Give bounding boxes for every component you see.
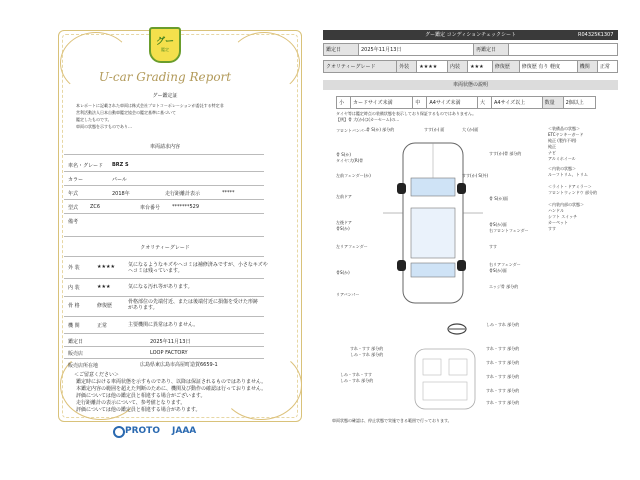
engine-desc: 主要機関に異常はありません。	[128, 322, 199, 328]
engine-label: 機関	[577, 61, 597, 73]
proto-logo: PROTO	[125, 426, 160, 436]
exterior-desc: ヘコミは残っています。	[128, 268, 183, 274]
damage-label: 骨 S(か)	[336, 152, 351, 157]
section-vehicle: 車両請求内容	[149, 144, 180, 150]
exterior-label: 外装	[397, 61, 417, 73]
interior-label: しみ・すれ 部分的	[350, 352, 384, 357]
report-title: U-car Grading Report	[98, 70, 232, 84]
tire-rear-right	[457, 260, 466, 271]
damage-label: すす	[489, 244, 498, 249]
equipment-title: ＜装備品の状態＞	[548, 126, 580, 131]
note-item: 評価については他の鑑定員と相違する場合があります。	[76, 407, 201, 413]
address-label: 販売店所在地	[68, 363, 99, 369]
quality-label: クオリティーグレード	[324, 61, 397, 73]
interior-label: 内 装	[68, 285, 80, 291]
model-code-label: 型式	[68, 205, 79, 211]
date-label: 鑑定日	[68, 339, 84, 345]
divider	[64, 171, 264, 172]
damage-label: フロントバンパー	[336, 128, 368, 133]
damage-label: 骨S(か)	[336, 270, 350, 275]
dealer-label: 販売店	[68, 351, 84, 357]
note-item: 評価については他の鑑定員と相違する場合がございます。	[76, 393, 206, 399]
model-label: 車名・グレード	[68, 163, 104, 169]
divider	[64, 278, 264, 279]
interior-label: すれ・すす 部分的	[486, 400, 520, 405]
equipment-item: ＜ライト・ドアミラー＞	[548, 184, 592, 189]
year-label: 年式	[68, 191, 79, 197]
badge-main: グー	[155, 37, 174, 47]
frame-label: 骨 格	[68, 303, 80, 309]
chassis-value: *******529	[172, 204, 200, 210]
divider	[64, 236, 264, 237]
divider	[64, 296, 264, 297]
size-a4: A4サイズ未満	[427, 97, 478, 109]
mileage-label: 走行距離計表示	[165, 191, 201, 197]
divider	[64, 185, 264, 186]
count-label: 数量	[542, 97, 563, 109]
mileage-value: *****	[222, 190, 235, 196]
intro-line: 鑑定したものです。	[76, 117, 112, 122]
damage-label: 大 (か)面	[462, 127, 479, 132]
ornament	[220, 350, 302, 420]
proto-logo-icon	[113, 426, 125, 438]
sheet-footer: 車両状態の確認は、停止状態で実施できる範囲で行っております。	[332, 418, 452, 423]
year-value: 2018年	[112, 191, 130, 197]
notes-title: ＜ご留意ください＞	[74, 372, 120, 378]
interior-label: しみ・すれ 部分的	[340, 378, 374, 383]
equipment-item: カーペット	[548, 220, 568, 225]
note-item: 走行距離計の表示について、参考値となります。	[76, 400, 186, 406]
interior-diagram	[405, 344, 485, 414]
damage-label: 骨S(か)	[336, 226, 350, 231]
intro-line: 本レポートに記載された車両は株式会社プロトコーポレーションが委託する特定非	[76, 103, 224, 108]
note-item: 鑑定時における車両状態を示すものであり、以降は保証されるものではありません。	[76, 379, 267, 385]
sheet-header: グー鑑定 コンディションチェックシート	[323, 30, 618, 40]
color-value: パール	[112, 177, 127, 183]
equipment-item: ＜内装内部の状態＞	[548, 202, 584, 207]
size-a4up: A4サイズ以上	[491, 97, 542, 109]
divider	[64, 346, 264, 347]
chassis-label: 車台番号	[140, 205, 161, 211]
equipment-item: ＜内装の状態＞	[548, 166, 576, 171]
report-subtitle: グー鑑定証	[152, 93, 178, 99]
badge-sub: 鑑定	[161, 47, 169, 52]
ornament	[228, 32, 300, 94]
dealer-value: LOOP FACTORY	[150, 350, 188, 356]
damage-label: 骨 S(か) 部分的	[366, 127, 395, 132]
interior-stars: ★★★	[97, 284, 111, 290]
interior-label: しみ・すれ・すす	[340, 372, 373, 377]
exterior-desc: 気になるようなキズやヘコミは補修済みですが、小さなキズや	[128, 262, 268, 268]
divider	[64, 333, 264, 334]
divider	[64, 199, 264, 200]
equipment-item: ETCヤンキーガード	[548, 132, 584, 137]
tire-rear-left	[397, 260, 406, 271]
car-diagram	[378, 138, 488, 308]
tire-front-left	[397, 183, 406, 194]
damage-label: 左リアフェンダー	[336, 244, 368, 249]
damage-label: 骨 S(か)面	[489, 196, 508, 201]
reappraisal-label: 再鑑定日	[474, 44, 509, 56]
sheet-id: R04325K1307	[578, 32, 614, 38]
size-large: 大	[477, 97, 491, 109]
damage-label: 右リアフェンダー	[489, 262, 521, 267]
equipment-item: 純正	[548, 144, 556, 149]
size-legend	[336, 96, 596, 109]
sheet-note: タイヤ等は鑑定時点の装備状態を表示しており保証するものではありません。	[336, 111, 477, 116]
divider	[64, 154, 264, 155]
damage-label: すす(か)骨 部分的	[489, 151, 522, 156]
reappraisal-value	[509, 44, 618, 56]
interior-label: しみ・すれ 部分的	[486, 322, 520, 327]
model-value: BRZ S	[112, 162, 129, 168]
divider	[64, 256, 264, 257]
equipment-item: すす	[548, 226, 557, 231]
exterior-label: 外 装	[68, 265, 80, 271]
frame-desc: 骨格部位の先端付近、または後端付近に損傷を受けた形跡	[128, 299, 259, 305]
address-value: 広島県東広島市高屋町造賀6659-1	[140, 362, 218, 368]
date-label: 鑑定日	[324, 44, 359, 56]
damage-label: すす(か) S(外)	[462, 173, 489, 178]
quality-table	[323, 60, 618, 73]
damage-label: 左後ドア	[336, 220, 352, 225]
equipment-item: ルーフトリム、トリム	[548, 172, 588, 177]
steering-wheel-icon	[446, 322, 468, 336]
date-value: 2025年11月13日	[150, 339, 191, 345]
size-card: カードサイズ未満	[351, 97, 413, 109]
frame-desc: があります。	[128, 305, 158, 311]
exterior-stars: ★★★★	[97, 264, 115, 270]
equipment-item: ハンドル	[548, 208, 564, 213]
equipment-item: シフト スイッチ	[548, 214, 578, 219]
color-label: カラー	[68, 177, 84, 183]
divider	[64, 213, 264, 214]
damage-label: 骨S(か)面	[489, 222, 507, 227]
equipment-item: ナビ	[548, 150, 556, 155]
interior-label: 内装	[448, 61, 468, 73]
frame-value: 修復歴	[97, 303, 113, 309]
count-value: 2個以上	[563, 97, 595, 109]
date-value: 2025年11月13日	[359, 44, 474, 56]
damage-label: 左前ドア	[336, 194, 352, 199]
interior-label: すれ・すす 部分的	[486, 360, 520, 365]
frame-value: 修復歴 有り 軽度	[519, 61, 577, 73]
tire-front-right	[457, 183, 466, 194]
date-table	[323, 43, 618, 56]
interior-label: すれ・すす 部分的	[486, 388, 520, 393]
ornament	[60, 32, 132, 94]
intro-line: 車両の状態を示すものであり…	[76, 124, 132, 129]
equipment-item: フロントウィンドウ 部分的	[548, 190, 598, 195]
engine-value: 正常	[97, 323, 108, 329]
interior-desc: 気になる汚れ等があります。	[128, 284, 193, 290]
equipment-item: 純正 (製作不明)	[548, 138, 577, 143]
interior-label: すれ・すす 部分的	[486, 346, 520, 351]
interior-stars: ★★★	[468, 61, 493, 73]
damage-label: すす(か) 面	[424, 127, 445, 132]
interior-label: すれ・すす 部分的	[350, 346, 384, 351]
divider	[64, 316, 264, 317]
equipment-item: アルミホイール	[548, 156, 576, 161]
goo-appraisal-badge	[149, 27, 181, 63]
sheet-note: 【例】骨 大(か)は(カーセーム)の…	[336, 117, 400, 122]
size-mid: 中	[413, 97, 427, 109]
damage-label: エッジ骨 部分的	[489, 284, 519, 289]
diagram-title: 車両状態の説明	[323, 80, 618, 90]
divider	[64, 358, 264, 359]
model-code-value: ZC6	[90, 204, 101, 210]
frame-label: 修復歴	[492, 61, 519, 73]
damage-label: リアバンパー	[336, 292, 360, 297]
note-item: 本鑑定内容の範囲を超えた判断のために、機関及び動作の確認は行っておりません。	[76, 386, 267, 392]
engine-value: 正常	[597, 61, 617, 73]
section-quality: クオリティーグレード	[140, 245, 190, 251]
damage-label: 骨S(か)面	[489, 268, 507, 273]
engine-label: 機 関	[68, 323, 80, 329]
damage-label: 右フロントフェンダー	[489, 228, 529, 233]
interior-label: すれ・すす 部分的	[486, 374, 520, 379]
damage-label: タイヤ:大(R)骨	[336, 158, 364, 163]
damage-label: 左前フェンダー(か)	[336, 173, 371, 178]
size-small: 小	[337, 97, 351, 109]
note-label: 備考	[68, 219, 79, 225]
intro-line: 営利活動法人日本自動車鑑定協会の鑑定基準に基づいて	[76, 110, 176, 115]
jaaa-logo: JAAA	[172, 426, 197, 436]
exterior-stars: ★★★★	[417, 61, 448, 73]
